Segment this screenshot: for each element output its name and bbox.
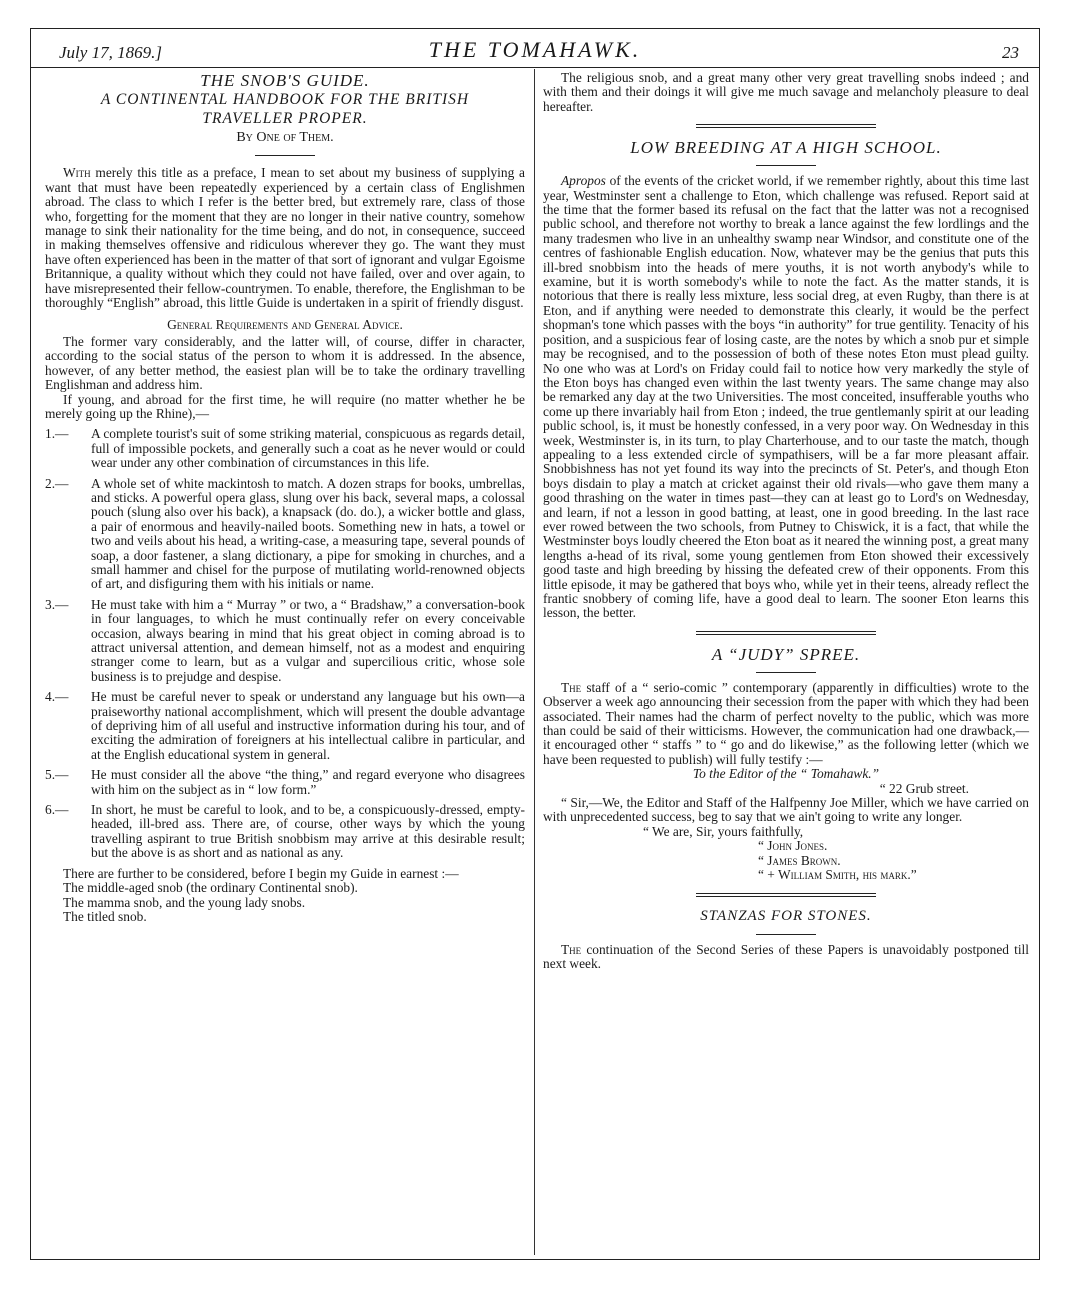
body-text: continuation of the Second Series of these Papers is unavoidably postponed till next week. [543, 941, 1029, 971]
body-text: staff of a “ serio-comic ” contemporary (apparently in difficulties) wrote to the Observer a week ago announcing their secession from the paper with which they had been associated. Their names had the charm of perfect novelty to the public, which was more than could be said of their witticisms. However, the communication had one drawback,—it encouraged other “ staffs ” to “ go and do likewise,” as the following letter (which we have been requested to publish) will fully testify :— [543, 679, 1029, 767]
closing-paragraph: There are further to be considered, before I begin my Guide in earnest :— [63, 865, 459, 881]
article-title: LOW BREEDING AT A HIGH SCHOOL. [630, 138, 942, 158]
left-column [45, 71, 525, 924]
intro-text: merely this title as a preface, I mean to set about my business of supplying a want that must have been repeatedly experienced by a certain class of Englishmen abroad. The class to which I refer is the better bred, but extremely rare, class of those who, forgetting for the moment that they are no longer in their native country, somehow manage to sink their nationality for the time being, and do not, in consequence, succeed in making themselves offensive and ridiculous wherever they go. The want they must have often experienced has been in the matter of that sort of ignorant and vulgar Egoisme Britannique, a quality without which they could not have failed, over and over again, to have misrepresented their fellow-countrymen. To enable, therefore, the Englishman to be thoroughly “English” abroad, this little Guide is undertaken in a spirit of friendly disgust. [45, 165, 525, 311]
article-subtitle-2: TRAVELLER PROPER. [202, 110, 368, 127]
article-subtitle: A CONTINENTAL HANDBOOK FOR THE BRITISH [100, 91, 470, 108]
continued-paragraph: The religious snob, and a great many other very great travelling snobs indeed ; and with them and their doings it will give me much savage and melancholy pleasure to deal hereafter. [543, 70, 1029, 114]
opening-word: Apropos [561, 173, 606, 189]
newspaper-page [30, 28, 1040, 1260]
right-column [543, 71, 1029, 971]
paragraph: If young, and abroad for the first time, he will require (no matter whether he be merely going up the Rhine),— [45, 391, 525, 421]
letter-body: “ Sir,—We, the Editor and Staff of the Halfpenny Joe Miller, which we have carried on with unprecedented success, beg to say that we ain't going to write any longer. [543, 795, 1029, 825]
article-title: STANZAS FOR STONES. [700, 907, 872, 924]
signature: “ James Brown. [758, 852, 841, 868]
divider [756, 934, 816, 935]
article-title: THE SNOB'S GUIDE. [200, 71, 370, 90]
page-number: 23 [1002, 43, 1019, 62]
requirements-list [45, 427, 525, 860]
drop-word: The [561, 941, 582, 957]
header-rule [31, 67, 1039, 68]
list-item: 1.— A complete tourist's suit of some striking material, conspicuous as regards detail, full of impossible pockets, and generally such a coat as he never would or could wear under any other combination of circumstances in this life. [45, 426, 525, 471]
snob-type: The middle-aged snob (the ordinary Continental snob). [63, 880, 358, 896]
page-header [31, 35, 1039, 65]
issue-date: July 17, 1869.] [59, 43, 162, 62]
divider [255, 155, 315, 156]
article-title: A “JUDY” SPREE. [711, 644, 861, 664]
intro-paragraph [45, 166, 525, 310]
drop-word: The [561, 679, 582, 695]
divider [696, 124, 876, 128]
list-item: 5.— He must consider all the above “the thing,” and regard everyone who disagrees with him on the subject as in “ low form.” [45, 767, 525, 797]
paragraph: The former vary considerably, and the latter will, of course, differ in character, according to the social status of the person to whom it is addressed. In the absence, however, of any better method, the easiest plan will be to take the ordinary travelling Englishman and address him. [45, 333, 525, 393]
column-divider [534, 69, 535, 1255]
body-text: of the events of the cricket world, if we remember rightly, about this time last year, Westminster sent a challenge to Eton, which challenge was refused. Report said at the time that the former based its refusal on the fact that the latter was not a recognised public school, and therefore not worthy to break a lance against the few lordlings and the many tradesmen who live in an unhealthy swamp near Windsor, and constitute one of the centres of fashionable English education. Now, whatever may be the genius that puts this ill-bred snobbism into the heads of mere youths, it is not worth anybody's while to examine, but it is worth somebody's while to note the fact. As the matter stands, it is notorious that there is really less mixture, less social dreg, at even Rugby, than there is at Eton, and if anything were needed to demonstrate this clearly, it would be the perfect shopman's tone which passes with the boys “in authority” for true gentility. Tenacity of his position, and a suspicious fear of losing caste, are the notes by which a snob pur et simple may be recognised, and to the possession of both of these notes Eton must plead guilty. No one who was at Lord's on Friday could fail to notice how very markedly the style of the Eton boys has changed even within the last twenty years. The same change may also be remarked any day at the two Universities. The most conceited, insufferable youths who come up there invariably hail from Eton ; indeed, the true gentlemanly spirit at our leading public school, is, it must be honestly confessed, in a very poor way. On Wednesday in this week, Westminster is, in its turn, to play Charterhouse, and to our taste the match, though appealing to a less extended circle of sympathisers, will be a far more pleasant affair. Snobbishness has not yet found its way into the precincts of St. Peter's, and though Eton boys disdain to play a match at cricket against their old rivals—who gave them many a good thrashing on the water in times past—they can at least go to Lord's on Wednesday, and learn, if not a lesson in good batting, at least, one in good breeding. In the last race ever rowed between the two schools, from Putney to Chiswick, it is a fact, that while the Westminster boys loudly cheered the Eton boat as it neared the winning post, a great many lengths a-head of its rival, some young gentlemen from Eton showed their excessively good taste and high breeding by hissing the defeated crew of their opponents. From this little episode, it may be gathered that boys who, while yet in their teens, already reflect the frantic snobbery of coming life, have a good deal to learn. The sooner Eton learns this lesson, the better. [543, 173, 1029, 621]
divider [696, 631, 876, 635]
snob-type: The titled snob. [63, 908, 147, 924]
section-subhead: General Requirements and General Advice. [167, 317, 403, 333]
article-body [543, 681, 1029, 767]
letter-heading: To the Editor of the “ Tomahawk.” [692, 766, 880, 782]
list-item: 2.— A whole set of white mackintosh to match. A dozen straps for books, umbrellas, and sticks. A powerful opera glass, slung over his back, several maps, a colossal pouch (slung also over his back), a knapsack (do. do.), a wicker bottle and glass, a pair of enormous and heavily-nailed boots. Something new in hats, a towel or two and veils about his head, a writing-case, a measuring tape, several pounds of soap, a door fastener, a slang dictionary, a pipe for smoking in churches, and a small hammer and chisel for the purpose of mutilating world-renowned objects of art, and disfiguring them with his initials or name. [45, 475, 525, 592]
divider [756, 672, 816, 673]
signature: “ John Jones. [758, 838, 828, 854]
letter-address: “ 22 Grub street. [879, 780, 969, 796]
list-item: 6.— In short, he must be careful to look, and to be, a conspicuously-dressed, empty-headed, ill-bred ass. There are, of course, other ways by which the young travelling aspirant to true British snobbism may arrive at this desirable result; but the above is as short and as national as any. [45, 802, 525, 861]
divider [756, 165, 816, 166]
drop-word: With [63, 165, 91, 181]
masthead-title: THE TOMAHAWK. [428, 37, 642, 62]
divider [696, 893, 876, 897]
signature: “ + William Smith, his mark.” [758, 867, 917, 883]
byline: By One of Them. [236, 130, 334, 145]
snob-type: The mamma snob, and the young lady snobs. [63, 894, 306, 910]
list-item: 4.— He must be careful never to speak or understand any language but his own—a praiseworthy national accomplishment, which will present the double advantage of depriving him of all useful and instructive information during his tour, and of exciting the admiration of foreigners at his intellectual calibre in particular, and at the English educational system in general. [45, 689, 525, 762]
letter-closing: “ We are, Sir, yours faithfully, [643, 823, 804, 839]
article-body [543, 174, 1029, 621]
list-item: 3.— He must take with him a “ Murray ” or two, a “ Bradshaw,” a conversation-book in four languages, to which he must continually refer on every conceivable occasion, always bearing in mind that his great object in coming abroad is to attract universal attention, and demean himself, not as a modest and enquiring stranger come to learn, but as a vulgar and supercilious critic, whose sole business is to prejudge and despise. [45, 596, 525, 684]
article-body [543, 943, 1029, 972]
